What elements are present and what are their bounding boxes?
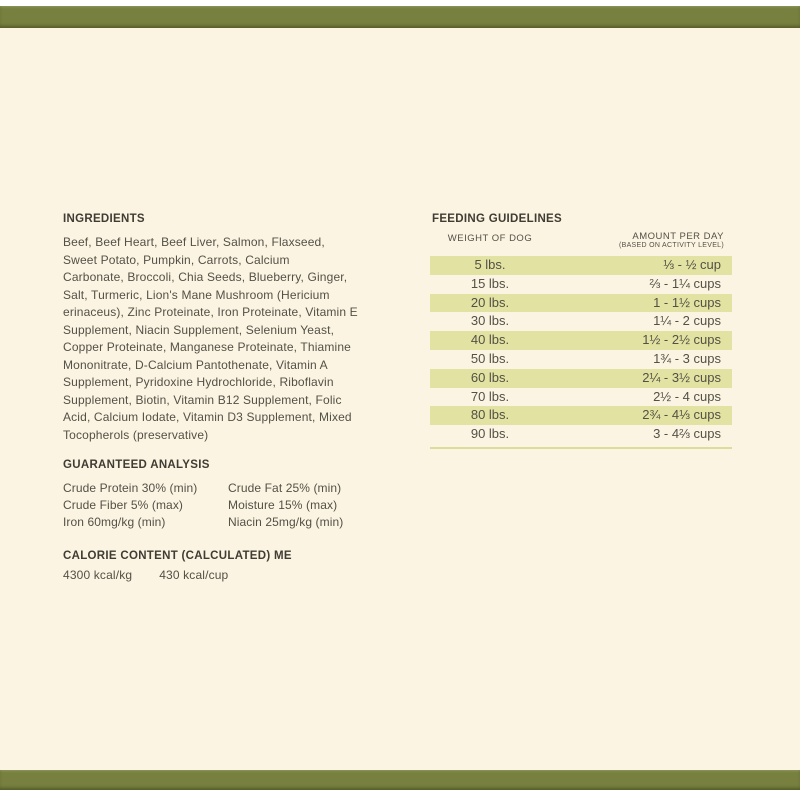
calorie-content-section xyxy=(63,550,408,582)
weight-column-header: WEIGHT OF DOG xyxy=(447,233,533,244)
table-row xyxy=(430,256,732,275)
dog-weight-value: 70 lbs. xyxy=(470,388,510,404)
dog-weight-value: 80 lbs. xyxy=(470,407,510,423)
table-row xyxy=(430,275,732,294)
amount-column-header xyxy=(550,231,732,249)
feed-amount-value: 2¼ - 3½ cups xyxy=(642,369,721,385)
calories-per-cup: 430 kcal/cup xyxy=(159,568,229,582)
table-row xyxy=(430,331,732,350)
amount-subheader-line: (BASED ON ACTIVITY LEVEL) xyxy=(618,242,724,249)
guaranteed-analysis-heading: GUARANTEED ANALYSIS xyxy=(63,459,210,471)
guaranteed-analysis-section xyxy=(63,459,408,531)
analysis-column-left: Crude Protein 30% (min) Crude Fiber 5% (max) Iron 60mg/kg (min) xyxy=(63,481,198,529)
table-row xyxy=(430,406,732,425)
dog-weight-value: 5 lbs. xyxy=(474,257,506,272)
dog-weight-value: 30 lbs. xyxy=(470,313,510,329)
dog-weight-value: 50 lbs. xyxy=(470,350,510,366)
ingredients-heading: INGREDIENTS xyxy=(63,213,145,225)
amount-header-line: AMOUNT PER DAY xyxy=(632,231,724,242)
feed-amount-value: 3 - 4⅔ cups xyxy=(653,426,721,442)
feed-amount-value: ⅓ - ½ cup xyxy=(663,257,721,272)
table-row xyxy=(430,369,732,388)
label-background xyxy=(0,28,800,770)
feeding-guidelines-heading: FEEDING GUIDELINES xyxy=(432,213,562,225)
top-border-band xyxy=(0,6,800,28)
dog-weight-value: 20 lbs. xyxy=(470,294,510,310)
feed-amount-value: 1½ - 2½ cups xyxy=(642,332,721,348)
dog-weight-value: 15 lbs. xyxy=(470,275,510,291)
table-row xyxy=(430,350,732,369)
feeding-table-rows xyxy=(430,256,732,444)
table-row xyxy=(430,294,732,313)
ingredients-section xyxy=(63,213,408,444)
calories-per-kg: 4300 kcal/kg xyxy=(63,568,133,582)
table-row xyxy=(430,388,732,407)
calorie-content-heading: CALORIE CONTENT (CALCULATED) ME xyxy=(63,550,292,562)
dog-weight-value: 60 lbs. xyxy=(470,369,510,385)
ingredients-text: Beef, Beef Heart, Beef Liver, Salmon, Flaxseed, Sweet Potato, Pumpkin, Carrots, Calcium Carbonate, Broccoli, Chia Seeds, Blueberry, Ginger, Salt, Turmeric, Lion's Mane Mushroom (Hericium erinaceus), Zinc Proteinate, Iron Proteinate, Vitamin E Supplement, Niacin Supplement, Selenium Yeast, Copper Proteinate, Manganese Proteinate, Thiamine Mononitrate, D-Calcium Pantothenate, Vitamin A Supplement, Pyridoxine Hydrochloride, Riboflavin Supplement, Biotin, Vitamin B12 Supplement, Folic Acid, Calcium Iodate, Vitamin D3 Supplement, Mixed Tocopherols (preservative) xyxy=(63,235,358,442)
feed-amount-value: 1 - 1½ cups xyxy=(653,294,721,310)
table-row xyxy=(430,312,732,331)
feed-amount-value: 2¾ - 4⅓ cups xyxy=(642,407,721,423)
table-row xyxy=(430,425,732,444)
feed-amount-value: ⅔ - 1¼ cups xyxy=(649,275,721,291)
feeding-table-header xyxy=(430,231,732,249)
analysis-column-right: Crude Fat 25% (min) Moisture 15% (max) Niacin 25mg/kg (min) xyxy=(228,481,344,529)
dog-weight-value: 90 lbs. xyxy=(470,426,510,442)
bottom-border-band xyxy=(0,770,800,790)
feed-amount-value: 1¾ - 3 cups xyxy=(653,350,721,366)
dog-weight-value: 40 lbs. xyxy=(470,332,510,348)
table-bottom-rule xyxy=(430,447,732,449)
feed-amount-value: 1¼ - 2 cups xyxy=(653,313,721,329)
feed-amount-value: 2½ - 4 cups xyxy=(653,388,721,404)
